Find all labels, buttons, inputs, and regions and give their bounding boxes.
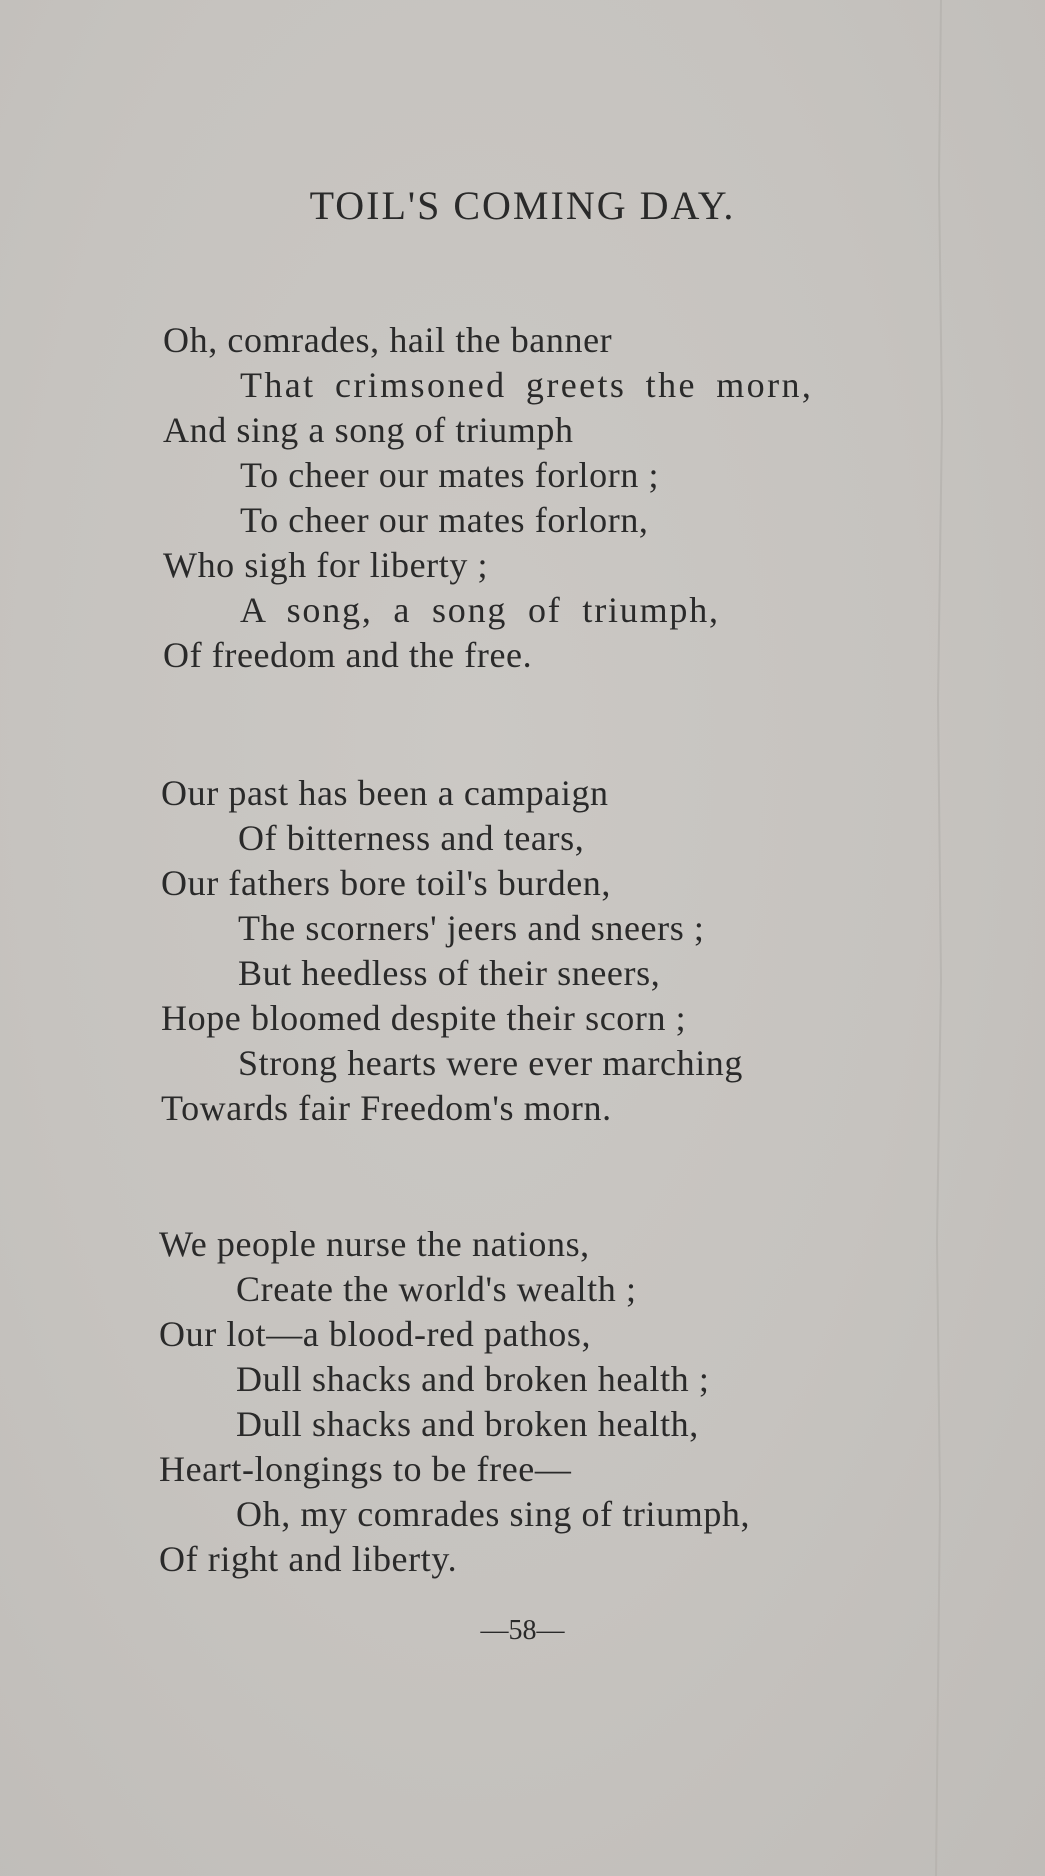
- poem-line: We people nurse the nations,: [159, 1224, 590, 1264]
- poem-line: Of freedom and the free.: [163, 635, 533, 675]
- poem-title: TOIL'S COMING DAY.: [309, 183, 736, 228]
- poem-line: But heedless of their sneers,: [238, 953, 661, 993]
- poem-line: Oh, comrades, hail the banner: [163, 320, 613, 360]
- poem-line: And sing a song of triumph: [163, 410, 574, 450]
- poem-line: Hope bloomed despite their scorn ;: [161, 998, 687, 1038]
- poem-line: Our fathers bore toil's burden,: [161, 863, 611, 903]
- paper-crease: [932, 0, 946, 1876]
- poem-line: Of bitterness and tears,: [238, 818, 585, 858]
- poem-line: Create the world's wealth ;: [236, 1269, 637, 1309]
- poem-line: That crimsoned greets the morn,: [240, 365, 814, 405]
- poem-line: Strong hearts were ever marching: [238, 1043, 744, 1083]
- poem-line: Dull shacks and broken health ;: [236, 1359, 710, 1399]
- poem-line: Dull shacks and broken health,: [236, 1404, 699, 1444]
- poem-line: Our past has been a campaign: [161, 773, 609, 813]
- poem-line: Of right and liberty.: [159, 1539, 458, 1579]
- poem-line: The scorners' jeers and sneers ;: [238, 908, 705, 948]
- poem-line: Heart-longings to be free—: [159, 1449, 572, 1489]
- poem-line: To cheer our mates forlorn,: [240, 500, 649, 540]
- poem-line: Who sigh for liberty ;: [163, 545, 489, 585]
- poem-line: Our lot—a blood-red pathos,: [159, 1314, 592, 1354]
- poem-line: A song, a song of triumph,: [240, 590, 720, 630]
- poem-line: Oh, my comrades sing of triumph,: [236, 1494, 751, 1534]
- page-number: —58—: [480, 1615, 565, 1646]
- poem-line: To cheer our mates forlorn ;: [240, 455, 660, 495]
- poem-line: Towards fair Freedom's morn.: [161, 1088, 612, 1128]
